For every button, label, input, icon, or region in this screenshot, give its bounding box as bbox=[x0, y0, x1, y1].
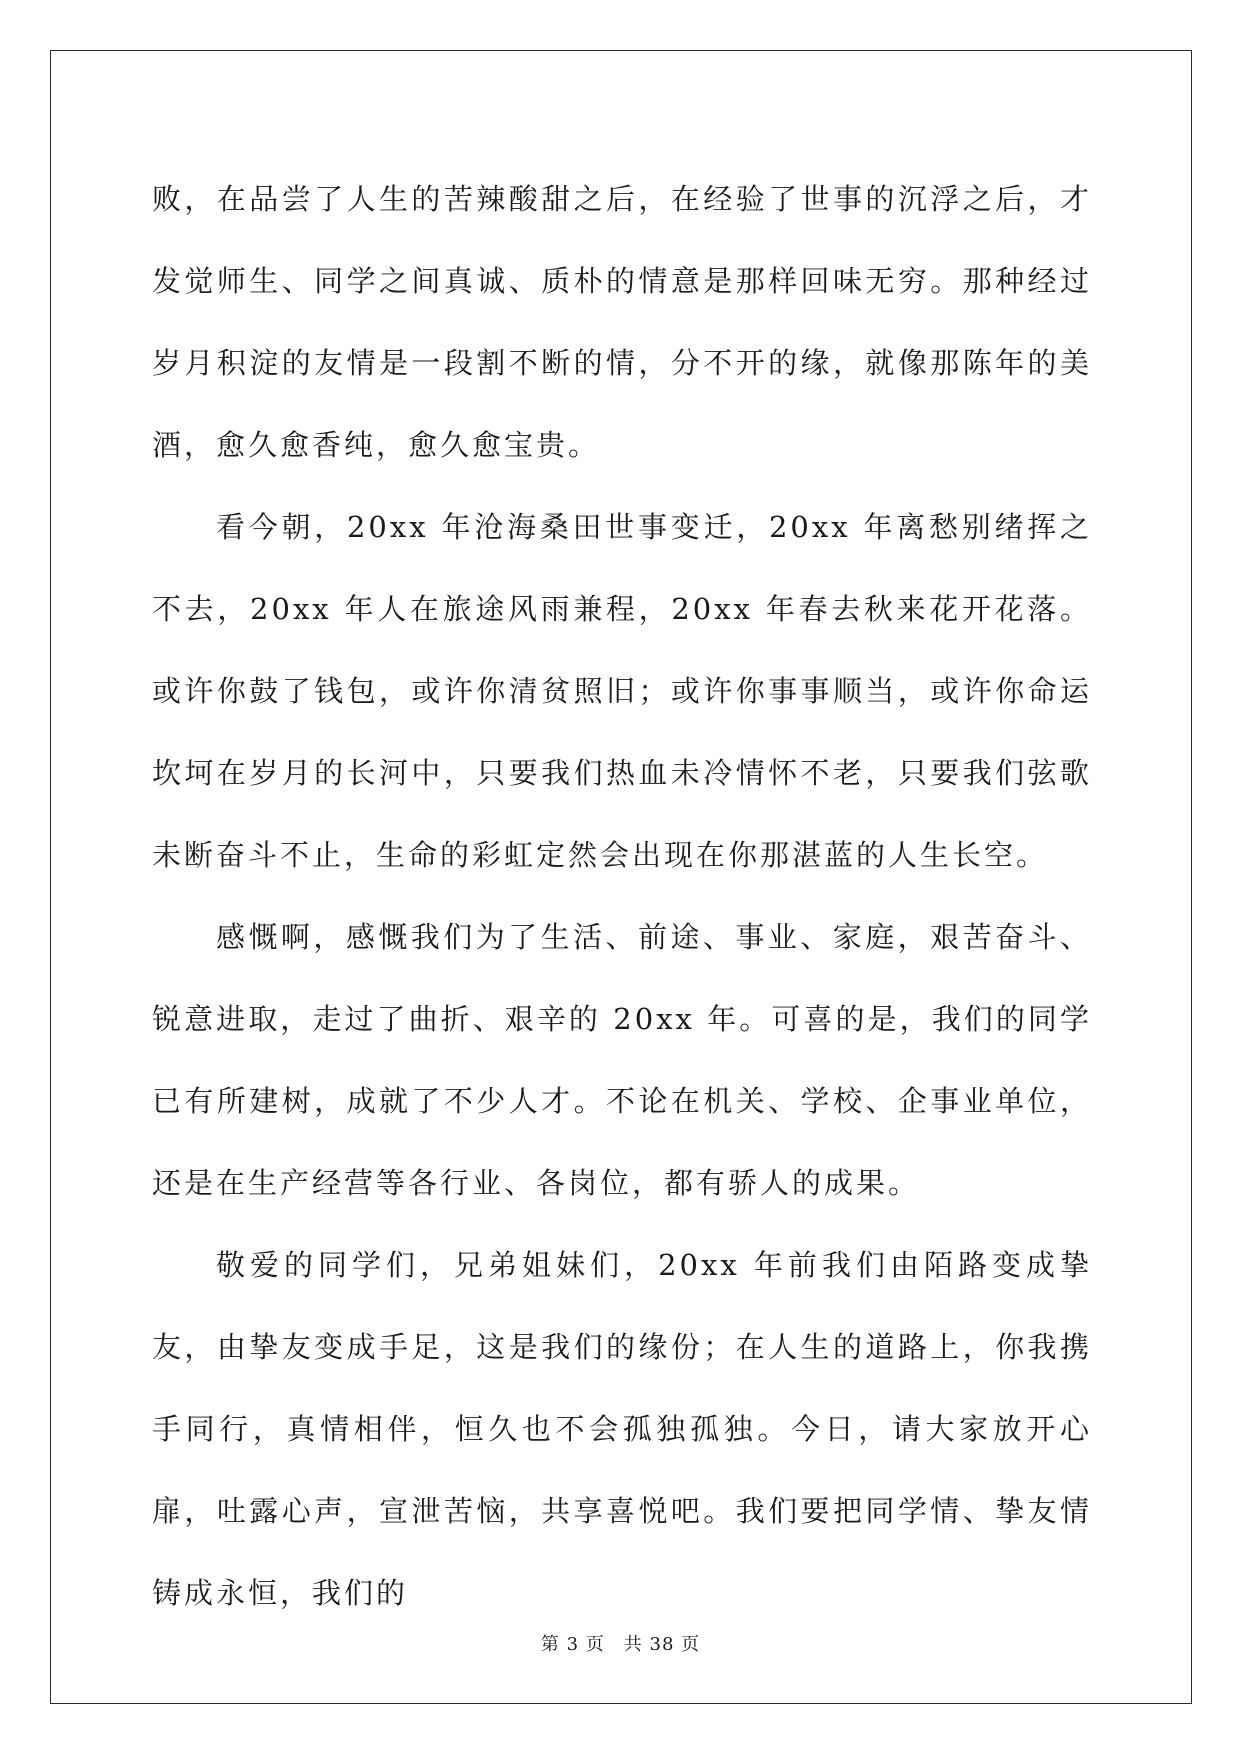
paragraph-2: 看今朝，20xx 年沧海桑田世事变迁，20xx 年离愁别绪挥之不去，20xx 年人在旅途风雨兼程，20xx 年春去秋来花开花落。或许你鼓了钱包，或许你清贫照旧；或许你事事顺当，或许你命运坎坷在岁月的长河中，只要我们热血未冷情怀不老，只要我们弦歌未断奋斗不止，生命的彩虹定然会出现在你那湛蓝的人生长空。 bbox=[152, 510, 1092, 872]
paragraph-1: 败，在品尝了人生的苦辣酸甜之后，在经验了世事的沉浮之后，才发觉师生、同学之间真诚、质朴的情意是那样回味无穷。那种经过岁月积淀的友情是一段割不断的情，分不开的缘，就像那陈年的美酒，愈久愈香纯，愈久愈宝贵。 bbox=[152, 182, 1092, 462]
paragraph-4: 敬爱的同学们，兄弟姐妹们，20xx 年前我们由陌路变成挚友，由挚友变成手足，这是我们的缘份；在人生的道路上，你我携手同行，真情相伴，恒久也不会孤独孤独。今日，请大家放开心扉，吐露心声，宣泄苦恼，共享喜悦吧。我们要把同学情、挚友情铸成永恒，我们的 bbox=[152, 1248, 1092, 1610]
page-number-footer: 第 3 页 共 38 页 bbox=[540, 1634, 701, 1655]
paragraph-3: 感慨啊，感慨我们为了生活、前途、事业、家庭，艰苦奋斗、锐意进取，走过了曲折、艰辛的 20xx 年。可喜的是，我们的同学已有所建树，成就了不少人才。不论在机关、学校、企事业单位，还是在生产经营等各行业、各岗位，都有骄人的成果。 bbox=[152, 920, 1092, 1200]
document-body bbox=[152, 158, 1092, 1634]
